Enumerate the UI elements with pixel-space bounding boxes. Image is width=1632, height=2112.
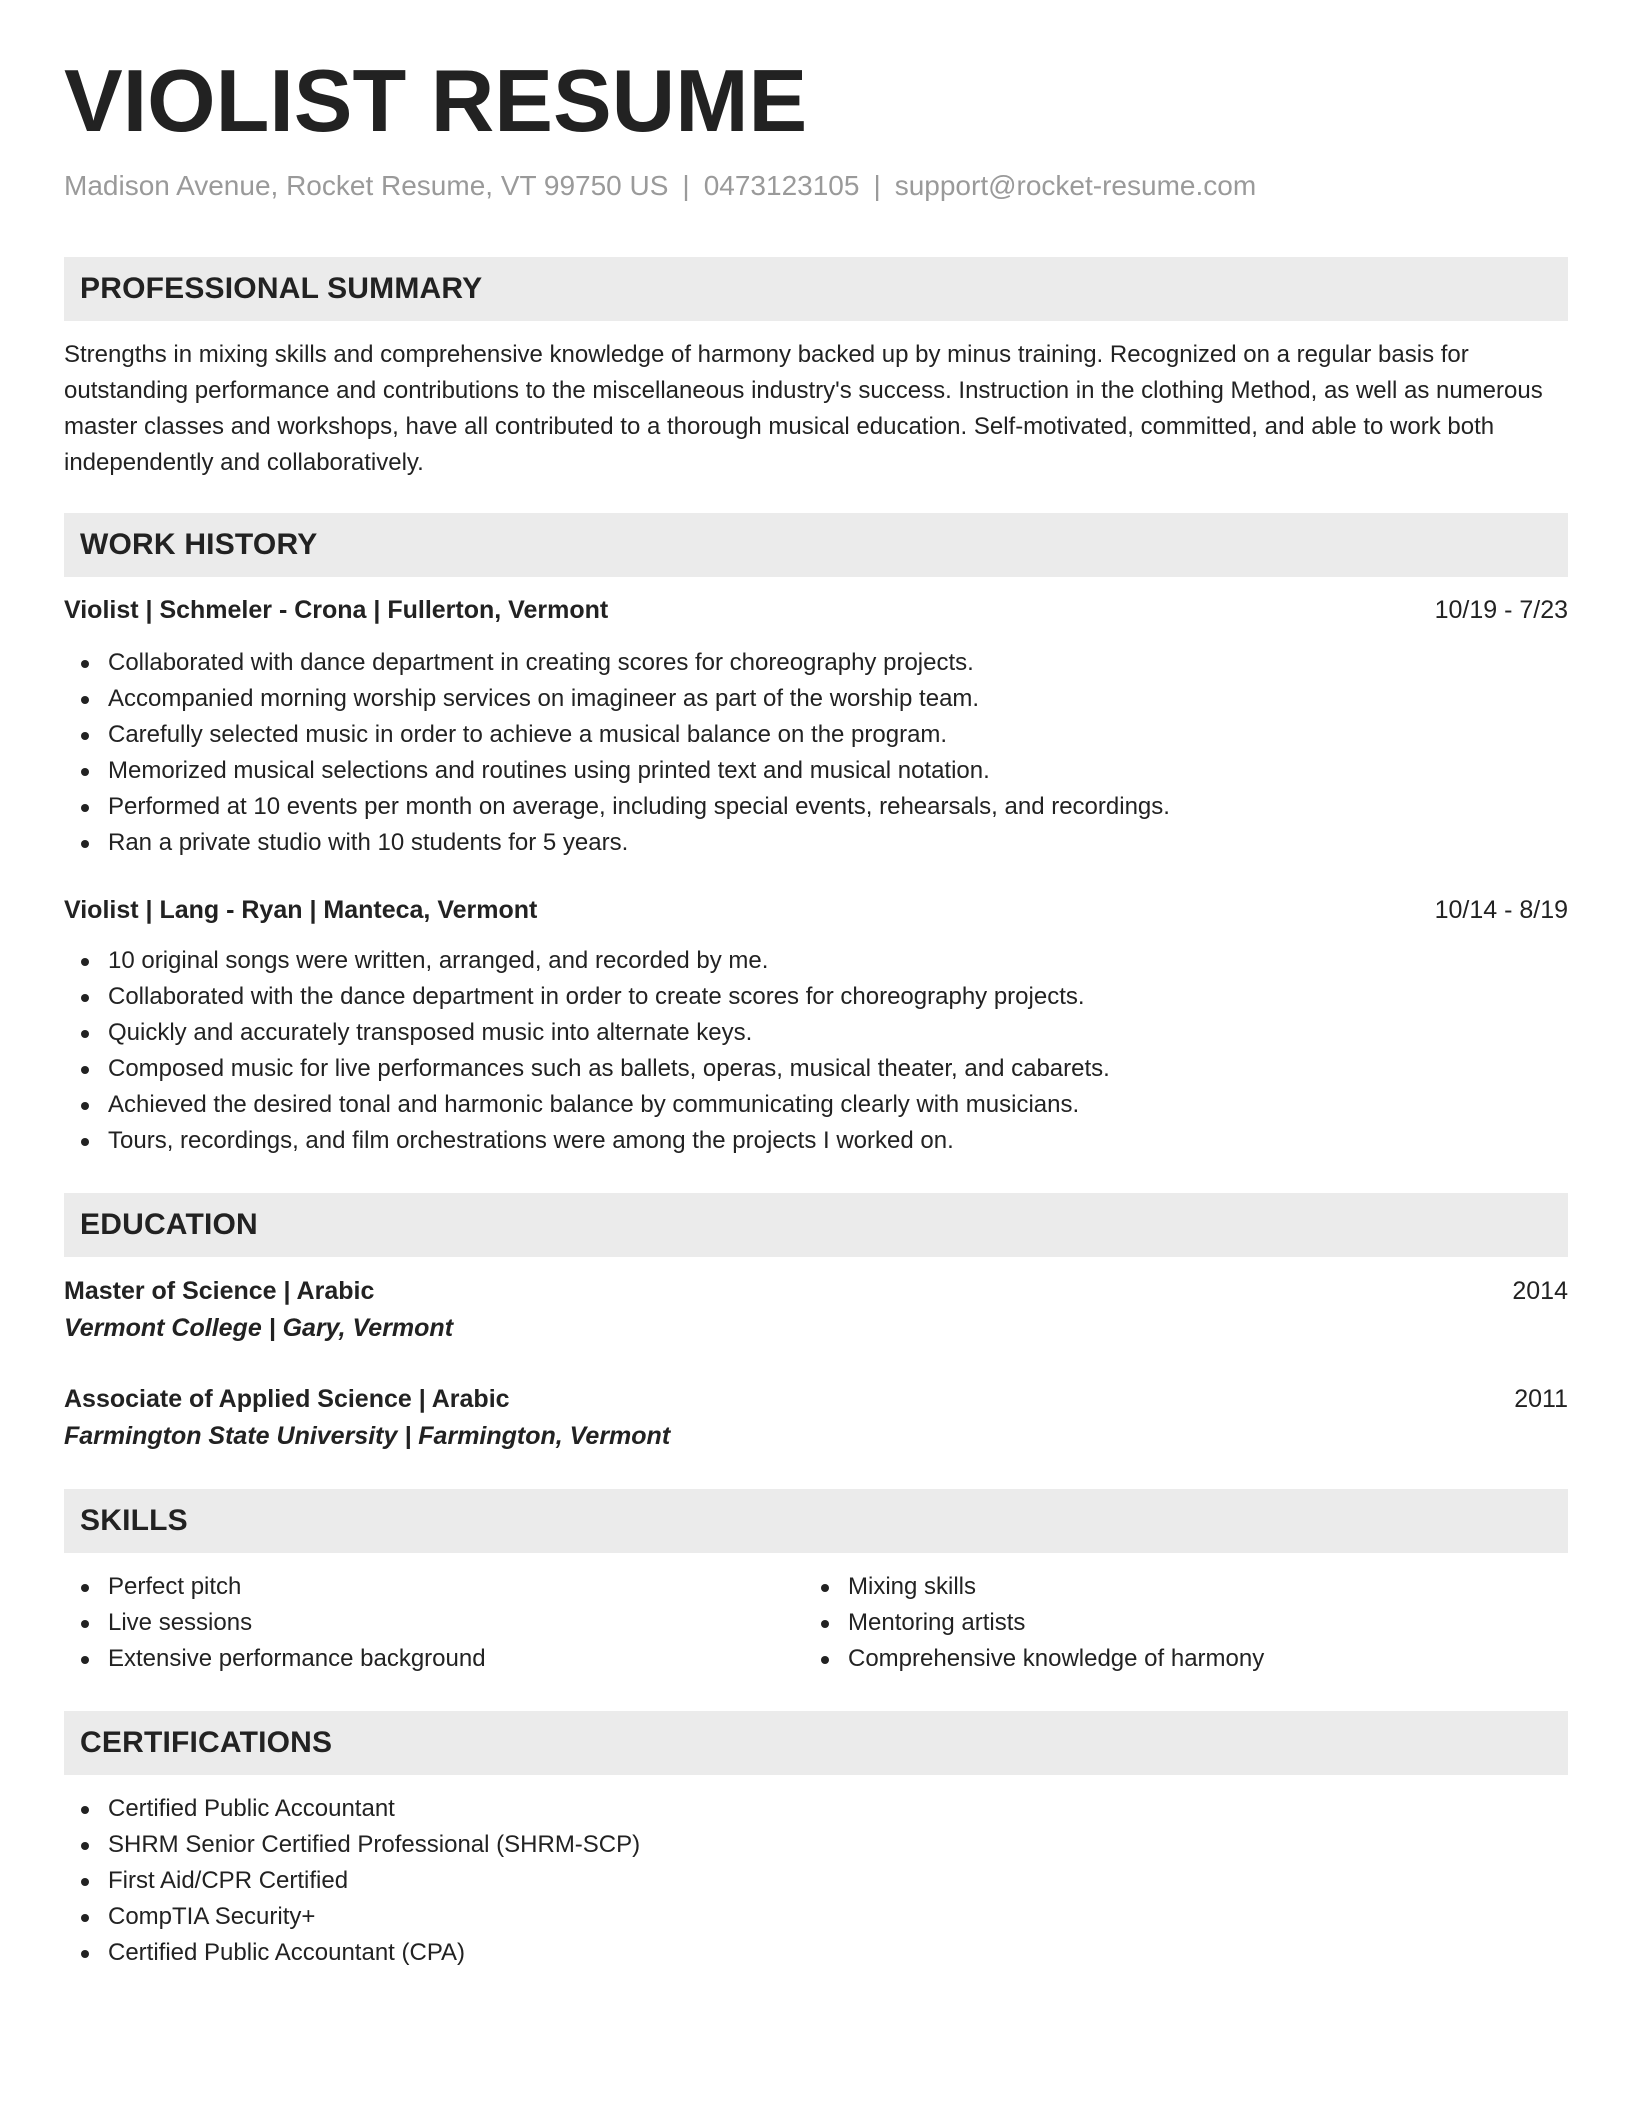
- job-bullet: Ran a private studio with 10 students for 5 years.: [64, 825, 1568, 861]
- certifications-heading: CERTIFICATIONS: [80, 1725, 333, 1759]
- skills-grid: [64, 1569, 1568, 1677]
- skill-item: Live sessions: [64, 1605, 804, 1641]
- certification-item: SHRM Senior Certified Professional (SHRM-SCP): [64, 1827, 1568, 1863]
- education-year: 2011: [1514, 1384, 1568, 1413]
- job-bullet: 10 original songs were written, arranged, and recorded by me.: [64, 943, 1568, 979]
- job-dates: 10/14 - 8/19: [1434, 895, 1568, 924]
- job-bullet: Carefully selected music in order to achieve a musical balance on the program.: [64, 717, 1568, 753]
- education-heading: EDUCATION: [80, 1207, 258, 1241]
- contact-phone: 0473123105: [703, 170, 860, 202]
- education-header: [64, 1381, 1568, 1417]
- job-bullet: Performed at 10 events per month on average, including special events, rehearsals, and recordings.: [64, 789, 1568, 825]
- education-year: 2014: [1512, 1276, 1568, 1305]
- job-bullet: Collaborated with the dance department in order to create scores for choreography projects.: [64, 979, 1568, 1015]
- job-title: Violist | Lang - Ryan | Manteca, Vermont: [64, 895, 538, 924]
- job-title: Violist | Schmeler - Crona | Fullerton, Vermont: [64, 595, 609, 624]
- job-bullet: Collaborated with dance department in creating scores for choreography projects.: [64, 645, 1568, 681]
- job-bullets: [64, 645, 1568, 861]
- summary-heading: PROFESSIONAL SUMMARY: [80, 271, 483, 305]
- job-header: [64, 893, 1568, 927]
- skills-section-header: [64, 1489, 1568, 1553]
- job-entry: [64, 893, 1568, 1159]
- certification-item: CompTIA Security+: [64, 1899, 1568, 1935]
- education-header: [64, 1273, 1568, 1309]
- education-school: Farmington State University | Farmington, Vermont: [64, 1421, 671, 1450]
- skills-heading: SKILLS: [80, 1503, 188, 1537]
- job-bullet: Tours, recordings, and film orchestrations were among the projects I worked on.: [64, 1123, 1568, 1159]
- job-bullet: Quickly and accurately transposed music into alternate keys.: [64, 1015, 1568, 1051]
- education-degree: Master of Science | Arabic: [64, 1276, 375, 1305]
- skill-item: Mixing skills: [804, 1569, 1544, 1605]
- skill-item: Comprehensive knowledge of harmony: [804, 1641, 1544, 1677]
- education-school: Vermont College | Gary, Vermont: [64, 1313, 454, 1342]
- certification-item: Certified Public Accountant: [64, 1791, 1568, 1827]
- skill-item: Mentoring artists: [804, 1605, 1544, 1641]
- work-heading: WORK HISTORY: [80, 527, 318, 561]
- skills-column-left: [64, 1569, 804, 1677]
- summary-text: Strengths in mixing skills and comprehensive knowledge of harmony backed up by minus training. Recognized on a regular basis for outstanding performance and contributions to the miscellaneous industry's success. Instruction in the clothing Method, as well as numerous master classes and workshops, have all contributed to a thorough musical education. Self-motivated, committed, and able to work both independently and collaboratively.: [64, 340, 1543, 476]
- contact-line: [64, 169, 1568, 203]
- certifications-section-header: [64, 1711, 1568, 1775]
- contact-separator: |: [873, 170, 881, 202]
- education-section-header: [64, 1193, 1568, 1257]
- contact-separator: |: [682, 170, 690, 202]
- job-bullet: Memorized musical selections and routines using printed text and musical notation.: [64, 753, 1568, 789]
- job-dates: 10/19 - 7/23: [1434, 595, 1568, 624]
- summary-section-header: [64, 257, 1568, 321]
- job-bullet: Composed music for live performances such as ballets, operas, musical theater, and cabarets.: [64, 1051, 1568, 1087]
- skill-item: Extensive performance background: [64, 1641, 804, 1677]
- skills-column-right: [804, 1569, 1544, 1677]
- job-entry: [64, 593, 1568, 861]
- education-degree: Associate of Applied Science | Arabic: [64, 1384, 510, 1413]
- job-bullet: Accompanied morning worship services on imagineer as part of the worship team.: [64, 681, 1568, 717]
- education-entry: [64, 1273, 1568, 1347]
- skill-item: Perfect pitch: [64, 1569, 804, 1605]
- contact-address: Madison Avenue, Rocket Resume, VT 99750 US: [64, 170, 669, 202]
- certification-item: First Aid/CPR Certified: [64, 1863, 1568, 1899]
- certification-item: Certified Public Accountant (CPA): [64, 1935, 1568, 1971]
- job-bullets: [64, 943, 1568, 1159]
- job-bullet: Achieved the desired tonal and harmonic balance by communicating clearly with musicians.: [64, 1087, 1568, 1123]
- certifications-list: [64, 1791, 1568, 1971]
- work-section-header: [64, 513, 1568, 577]
- contact-email: support@rocket-resume.com: [894, 170, 1257, 202]
- resume-title: VIOLIST RESUME: [64, 51, 808, 150]
- education-entry: [64, 1381, 1568, 1455]
- job-header: [64, 593, 1568, 627]
